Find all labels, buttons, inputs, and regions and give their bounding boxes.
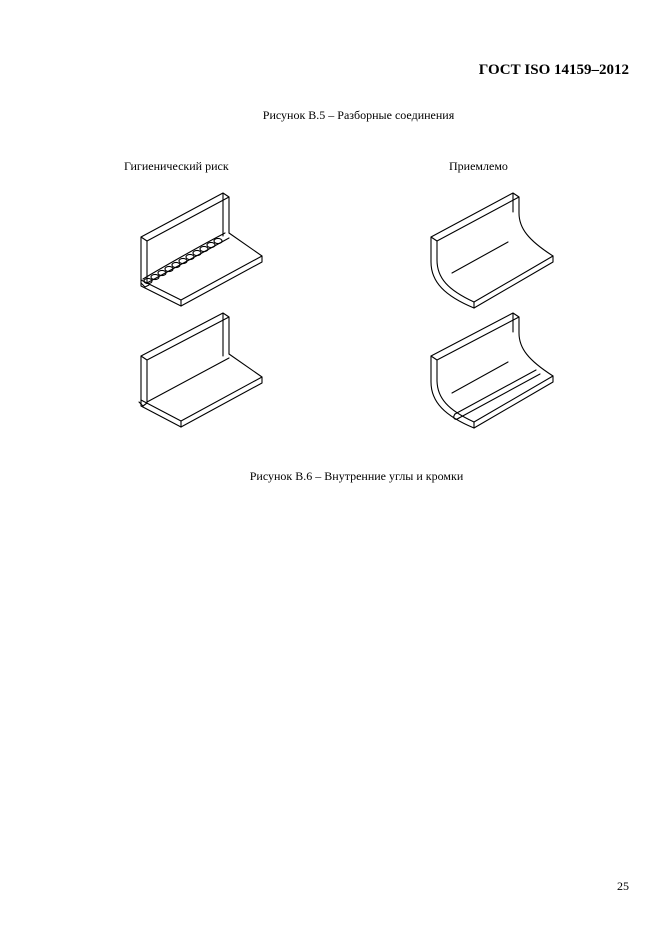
figure-b6-caption: Рисунок В.6 – Внутренние углы и кромки <box>249 469 464 483</box>
figure-b5-caption: Рисунок В.5 – Разборные соединения <box>262 108 455 122</box>
sharp-corner-drawing <box>139 313 262 427</box>
page-number: 25 <box>617 879 629 893</box>
standard-code: ГОСТ ISO 14159–2012 <box>478 62 629 78</box>
sharp-corner-weld-drawing <box>141 193 262 306</box>
radiused-corner-drawing <box>431 193 553 308</box>
label-acceptable: Приемлемо <box>449 159 508 173</box>
label-hygienic-risk: Гигиенический риск <box>124 159 229 173</box>
radiused-corner-weld-drawing <box>431 313 553 428</box>
